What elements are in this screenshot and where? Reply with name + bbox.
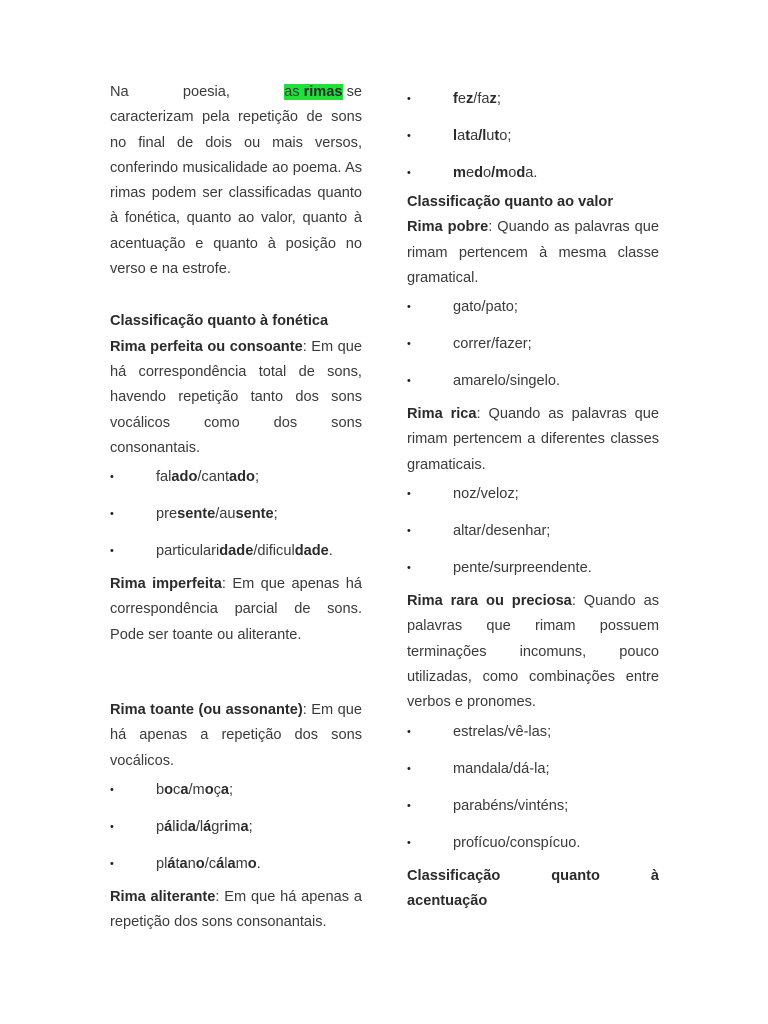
intro-line1: Na poesia, as rimas se xyxy=(110,84,362,100)
right-column xyxy=(407,87,659,914)
list-item: • gato/pato; xyxy=(407,295,659,332)
heading-valor: Classificação quanto ao valor xyxy=(407,194,614,210)
rima-pobre-paragraph: Rima pobre: Quando as palavras que rimam pertencem à mesma classe gramatical. xyxy=(407,219,659,286)
rima-rica-paragraph: Rima rica: Quando as palavras que rimam pertencem a diferentes classes gramaticais. xyxy=(407,406,659,473)
bullet-icon: • xyxy=(407,93,411,105)
bullet-icon: • xyxy=(407,562,411,575)
aliterante-examples-list xyxy=(407,87,659,198)
bullet-icon: • xyxy=(407,375,411,388)
bullet-icon: • xyxy=(407,130,411,142)
bullet-icon: • xyxy=(407,338,411,351)
bullet-icon: • xyxy=(407,488,411,501)
bullet-icon: • xyxy=(407,762,411,775)
intro-rest: caracterizam pela repetição de sons no final de dois ou mais versos, conferindo musicalidade ao poema. As rimas podem ser classificadas quanto à fonética, quanto ao valor, quanto à acentuação e quanto à posição no verso e na estrofe. xyxy=(110,109,362,278)
bullet-icon: • xyxy=(110,545,114,558)
rima-aliterante-paragraph: Rima aliterante: Em que há apenas a repetição dos sons consonantais. xyxy=(110,888,362,931)
rima-perfeita-paragraph: Rima perfeita ou consoante: Em que há correspondência total de sons, havendo repetição tanto dos sons vocálicos como dos sons consonantais. xyxy=(110,338,362,456)
rima-imperfeita-paragraph: Rima imperfeita: Em que apenas há correspondência parcial de sons. Pode ser toante ou aliterante. xyxy=(110,576,362,643)
list-item: • correr/fazer; xyxy=(407,332,659,369)
list-item: • presente/ausente; xyxy=(110,502,362,539)
bullet-icon: • xyxy=(407,725,411,738)
bullet-icon: • xyxy=(407,525,411,538)
perfeita-list xyxy=(110,465,362,576)
bullet-icon: • xyxy=(110,857,114,870)
toante-list xyxy=(110,778,362,889)
bullet-icon: • xyxy=(110,783,114,796)
bullet-icon: • xyxy=(407,301,411,314)
list-item: • lata/luto; xyxy=(407,124,659,161)
bullet-icon: • xyxy=(407,167,411,179)
list-item: • profícuo/conspícuo. xyxy=(407,831,659,868)
list-item: • parabéns/vinténs; xyxy=(407,794,659,831)
heading-acentuacao: Classificação quanto à acentuação xyxy=(407,867,659,909)
intro-paragraph xyxy=(110,80,362,282)
bullet-icon: • xyxy=(407,799,411,812)
list-item: • plátano/cálamo. xyxy=(110,852,362,889)
bullet-icon: • xyxy=(407,836,411,849)
list-item: • altar/desenhar; xyxy=(407,519,659,556)
list-item: • mandala/dá-la; xyxy=(407,757,659,794)
heading-fonetica: Classificação quanto à fonética xyxy=(110,313,329,330)
rica-list xyxy=(407,482,659,593)
highlighted-term: as rimas xyxy=(284,84,343,100)
list-item: • pente/surpreendente. xyxy=(407,556,659,593)
list-item: • falado/cantado; xyxy=(110,465,362,502)
list-item: • amarelo/singelo. xyxy=(407,369,659,406)
left-column xyxy=(110,80,362,936)
list-item: • medo/moda. xyxy=(407,161,659,198)
rima-rara-paragraph: Rima rara ou preciosa: Quando as palavras que rimam possuem terminações incomuns, pouco utilizadas, como combinações entre verbos e pronomes. xyxy=(407,593,659,711)
bullet-icon: • xyxy=(110,508,114,521)
bullet-icon: • xyxy=(110,471,114,484)
rara-list xyxy=(407,720,659,868)
list-item: • noz/veloz; xyxy=(407,482,659,519)
pobre-list xyxy=(407,295,659,406)
bullet-icon: • xyxy=(110,820,114,833)
list-item: • pálida/lágrima; xyxy=(110,815,362,852)
rima-toante-paragraph: Rima toante (ou assonante): Em que há apenas a repetição dos sons vocálicos. xyxy=(110,702,362,769)
list-item: • boca/moça; xyxy=(110,778,362,815)
list-item: • particularidade/dificuldade. xyxy=(110,539,362,576)
list-item: • estrelas/vê-las; xyxy=(407,720,659,757)
list-item: • fez/faz; xyxy=(407,87,659,124)
